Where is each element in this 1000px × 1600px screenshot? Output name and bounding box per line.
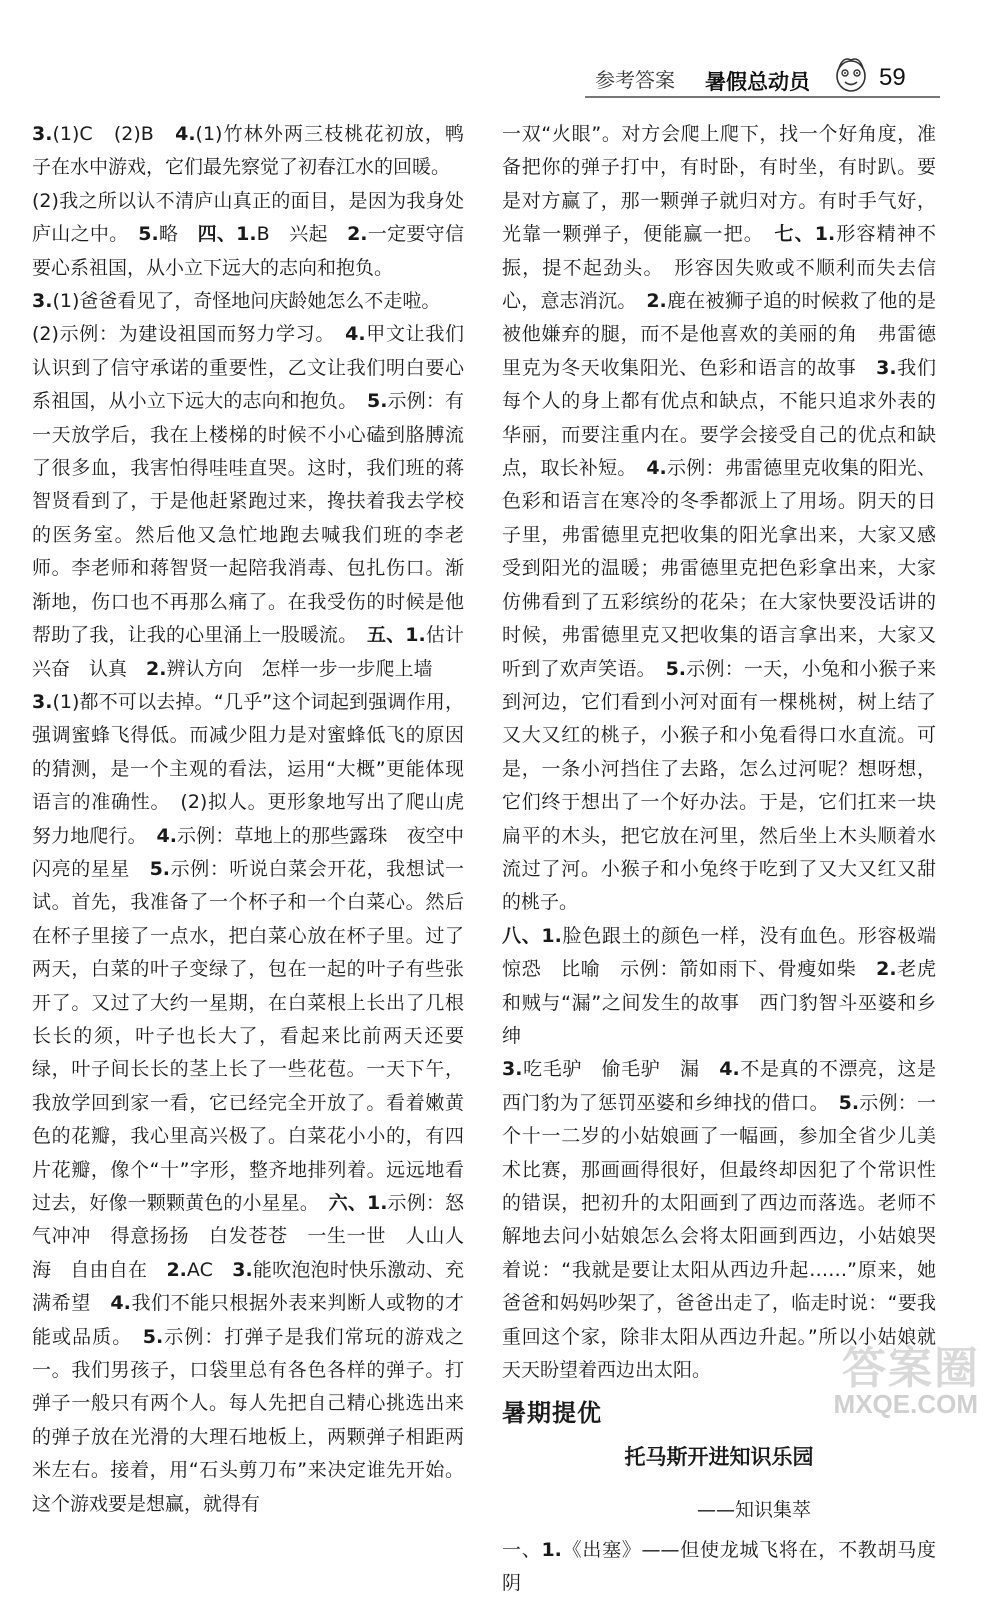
answer-paragraph: (2)我之所以认不清庐山真正的面目，是因为我身处庐山之中。 5.略 四、1.B 兴起 2.一定要守信 要心系祖国，从小立下远大的志向和抱负。	[32, 189, 483, 279]
watermark-url: MXQE.COM	[833, 1389, 978, 1419]
answer-paragraph: (2)示例：为建设祖国而努力学习。 4.甲文让我们认识到了信守承诺的重要性，乙文让我们明白要心系祖国，从小立下远大的志向和抱负。 5.示例：有一天放学后，我在上楼梯的时候不小心磕到胳膊流了很多血，我害怕得哇哇直哭。这时，我们班的蒋智贤看到了，于是他赶紧跑过来，搀扶着我去学校的医务室。然后他又急忙地跑去喊我们班的李老师。李老师和蒋智贤一起陪我消毒、包扎伤口。渐渐地，伤口也不再那么痛了。在我受伤的时候是他帮助了我，让我的心里涌上一股暖流。 五、1.估计 兴奋 认真 2.辨认方向 怎样一步一步爬上墙	[32, 323, 483, 680]
watermark-logo-text: 答案圈	[842, 1343, 980, 1394]
answer-paragraph: 3.吃毛驴 偷毛驴 漏 4.不是真的不漂亮，这是西门豹为了惩罚巫婆和乡绅找的借口。 5.示例：一个十一二岁的小姑娘画了一幅画，参加全省少儿美术比赛，那画画得很好，但最终却因犯了个常识性的错误，把初升的太阳画到了西边而落选。老师不解地去问小姑娘怎么会将太阳画到西边，小姑娘哭着说：“我就是要让太阳从西边升起……”原来，她爸爸和妈妈吵架了，爸爸出走了，临走时说：“要我重回这个家，除非太阳从西边升起。”所以小姑娘就天天盼望着西边出太阳。	[502, 1058, 936, 1382]
left-answer-column	[32, 118, 483, 1521]
page-header	[585, 52, 940, 100]
reference-answer-label: 参考答案	[595, 68, 675, 92]
mascot-icon	[833, 54, 869, 94]
answer-paragraph: 3.(1)C (2)B 4.(1)竹林外两三枝桃花初放，鸭子在水中游戏，它们最先察觉了初春江水的回暖。	[32, 123, 464, 179]
answer-paragraph: 一、1.《出塞》——但使龙城飞将在，不教胡马度阴	[502, 1538, 936, 1595]
answer-paragraph: 八、1.脸色跟土的颜色一样，没有血色。形容极端惊恐 比喻 示例：箭如雨下、骨瘦如柴 2.老虎和贼与“漏”之间发生的故事 西门豹智斗巫婆和乡绅	[502, 924, 936, 1047]
article-title: 托马斯开进知识乐园	[624, 1444, 814, 1469]
answer-paragraph: 3.(1)爸爸看见了，奇怪地问庆龄她怎么不走啦。	[32, 290, 441, 313]
page-number: 59	[879, 64, 906, 91]
header-rule	[585, 96, 940, 98]
section-title: 暑期提优	[502, 1399, 602, 1428]
site-watermark	[818, 1332, 988, 1420]
book-brand-title: 暑假总动员	[705, 70, 810, 94]
answer-paragraph: 3.(1)都不可以去掉。“几乎”这个词起到强调作用，强调蜜蜂飞得低。而减少阻力是对蜜蜂低飞的原因的猜测，是一个主观的看法，运用“大概”更能体现语言的准确性。 (2)拟人。更形象地写出了爬山虎努力地爬行。 4.示例：草地上的那些露珠 夜空中闪亮的星星 5.示例：听说白菜会开花，我想试一试。首先，我准备了一个杯子和一个白菜心。然后在杯子里接了一点水，把白菜心放在杯子里。过了两天，白菜的叶子变绿了，包在一起的叶子有些张开了。又过了大约一星期，在白菜根上长出了几根长长的须，叶子也长大了，看起来比前两天还要绿，叶子间长长的茎上长了一些花苞。一天下午，我放学回到家一看，它已经完全开放了。看着嫩黄色的花瓣，我心里高兴极了。白菜花小小的，有四片花瓣，像个“十”字形，整齐地排列着。远远地看过去，好像一颗颗黄色的小星星。 六、1.示例：怒气冲冲 得意扬扬 白发苍苍 一生一世 人山人海 自由自在 2.AC 3.能吹泡泡时快乐激动、充满希望 4.我们不能只根据外表来判断人或物的才能或品质。 5.示例：打弹子是我们常玩的游戏之一。我们男孩子，口袋里总有各色各样的弹子。打弹子一般只有两个人。每人先把自己精心挑选出来的弹子放在光滑的大理石地板上，两颗弹子相距两米左右。接着，用“石头剪刀布”来决定谁先开始。这个游戏要是想赢，就得有	[32, 690, 464, 1515]
article-subtitle: ——知识集萃	[696, 1499, 811, 1522]
answer-paragraph: 一双“火眼”。对方会爬上爬下，找一个好角度，准备把你的弹子打中，有时卧，有时坐，有时趴。要是对方赢了，那一颗弹子就归对方。有时手气好，光靠一颗弹子，便能赢一把。 七、1.形容精神不振，提不起劲头。 形容因失败或不顺利而失去信心，意志消沉。 2.鹿在被狮子追的时候救了他的是被他嫌弃的腿，而不是他喜欢的美丽的角 弗雷德里克为冬天收集阳光、色彩和语言的故事 3.我们每个人的身上都有优点和缺点，不能只追求外表的华丽，而要注重内在。要学会接受自己的优点和缺点，取长补短。 4.示例：弗雷德里克收集的阳光、色彩和语言在寒冷的冬季都派上了用场。阴天的日子里，弗雷德里克把收集的阳光拿出来，大家又感受到阳光的温暖；弗雷德里克把色彩拿出来，大家仿佛看到了五彩缤纷的花朵；在大家快要没话讲的时候，弗雷德里克又把收集的语言拿出来，大家又听到了欢声笑语。 5.示例：一天，小兔和小猴子来到河边，它们看到小河对面有一棵桃树，树上结了又大又红的桃子，小猴子和小兔看得口水直流。可是，一条小河挡住了去路，怎么过河呢？想呀想，它们终于想出了一个好办法。于是，它们扛来一块扁平的木头，把它放在河里，然后坐上木头顺着水流过了河。小猴子和小兔终于吃到了又大又红又甜的桃子。	[502, 123, 936, 914]
